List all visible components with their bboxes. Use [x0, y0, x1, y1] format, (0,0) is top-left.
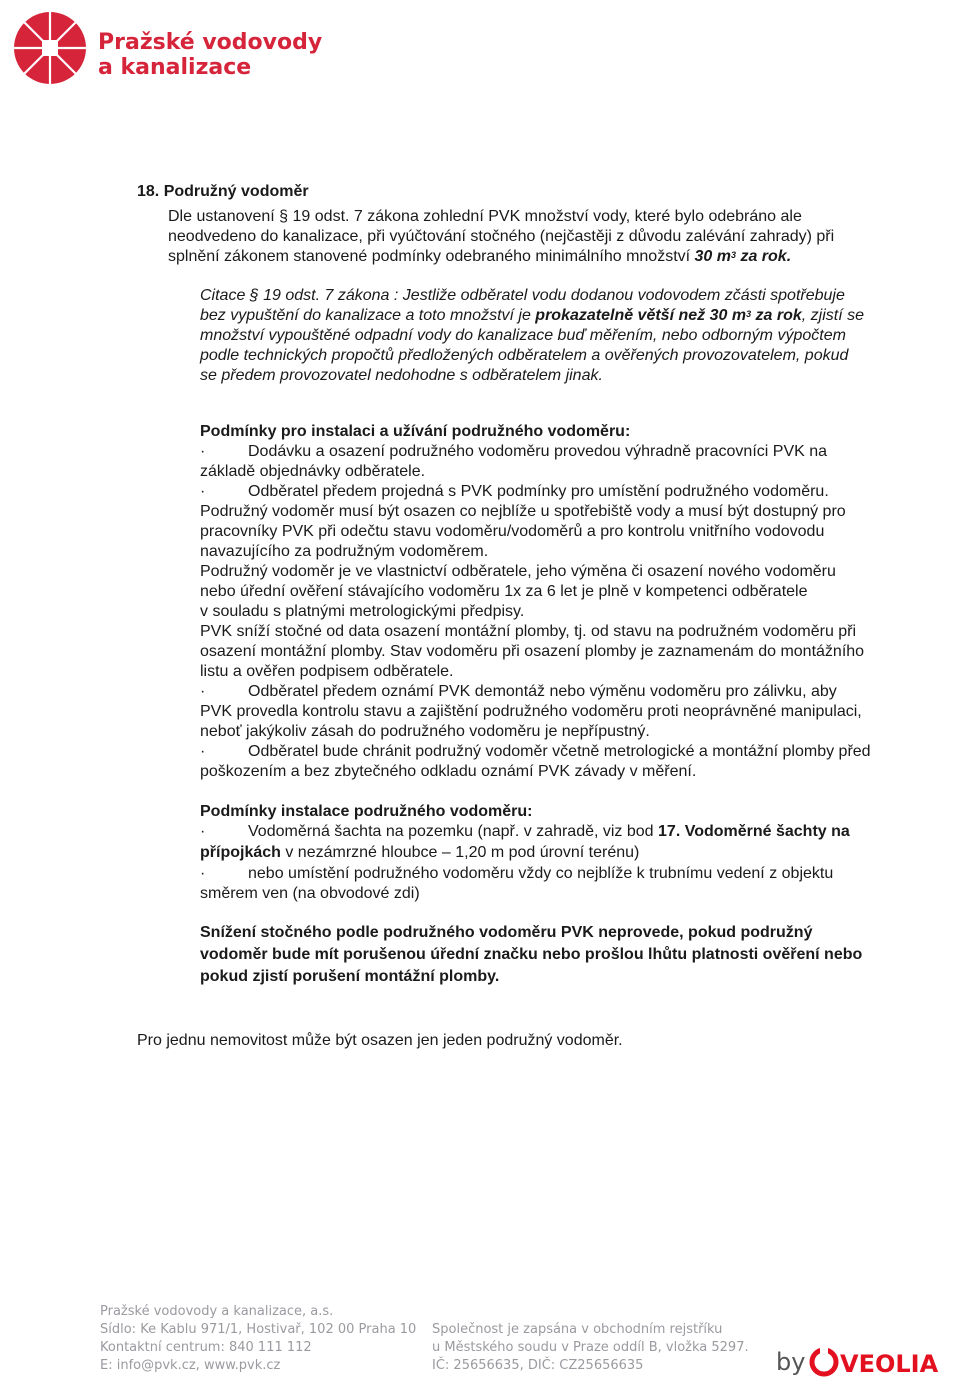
bullet-text: Odběratel předem oznámí PVK demontáž nebo výměnu vodoměru pro zálivku, aby — [248, 683, 837, 700]
bullet-item — [200, 864, 850, 884]
veolia-logo-icon — [776, 1342, 956, 1378]
footer-registration — [432, 1321, 749, 1375]
paragraph-line: nebo úřední ověření stávajícího vodoměru 1x za 6 let je plně v kompetenci odběratele — [200, 583, 808, 600]
bullet-item — [200, 442, 871, 462]
warning-line: pokud zjistí porušení montážní plomby. — [200, 968, 500, 985]
bullet-continuation: PVK provedla kontrolu stavu a zajištění podružného vodoměru proti neoprávněné manipulaci, — [200, 703, 862, 720]
bullet-marker: · — [200, 683, 206, 700]
install-heading: Podmínky instalace podružného vodoměru: — [200, 803, 533, 820]
citation-text: bez vypuštění do kanalizace a toto množství je — [200, 307, 536, 324]
paragraph-line: osazení montážní plomby. Stav vodoměru při osazení plomby je zaznamenám do montážního — [200, 643, 865, 660]
footer-address — [100, 1303, 416, 1375]
logo-wordmark — [98, 30, 322, 80]
citation-line: podle technických propočtů předložených odběratelem a ověřených provozovatelem, pokud — [200, 347, 849, 364]
paragraph-line: Podružný vodoměr musí být osazen co nejblíže u spotřebiště vody a musí být dostupný pro — [200, 503, 846, 520]
logo-line-2: a kanalizace — [98, 55, 252, 80]
footer-company: Pražské vodovody a kanalizace, a.s. — [100, 1304, 334, 1319]
bullet-text: v nezámrzné hloubce – 1,20 m pod úrovní terénu) — [280, 844, 640, 861]
bullet-text: Odběratel předem projedná s PVK podmínky pro umístění podružného vodoměru. — [248, 483, 829, 500]
bullet-text: Odběratel bude chránit podružný vodoměr včetně metrologické a montážní plomby před — [248, 743, 871, 760]
intro-sup: 3 — [731, 250, 737, 260]
bullet-item — [200, 482, 871, 502]
citation-line: se předem provozovatel nedohodne s odběratelem jinak. — [200, 367, 603, 384]
intro-line: Dle ustanovení § 19 odst. 7 zákona zohlední PVK množství vody, které bylo odebráno ale — [168, 208, 802, 225]
bullet-marker: · — [200, 483, 206, 500]
bullet-continuation: základě objednávky odběratele. — [200, 463, 426, 480]
conditions-heading: Podmínky pro instalaci a užívání podružného vodoměru: — [200, 423, 631, 440]
bullet-bold: přípojkách — [200, 844, 281, 861]
bullet-text: Dodávku a osazení podružného vodoměru provedou výhradně pracovníci PVK na — [248, 443, 828, 460]
intro-line-text: splnění zákonem stanovené podmínky odebraného minimálního množství — [168, 248, 691, 265]
install-block — [200, 802, 850, 904]
paragraph-line: PVK sníží stočné od data osazení montážní plomby, tj. od stavu na podružném vodoměru při — [200, 623, 857, 640]
bullet-continuation: směrem ven (na obvodové zdi) — [200, 885, 420, 902]
paragraph-line: v souladu s platnými metrologickými předpisy. — [200, 603, 525, 620]
warning-line: vodoměr bude mít porušenou úřední značku nebo prošlou lhůtu platnosti ověření nebo — [200, 946, 863, 963]
citation-text: Jestliže odběratel vodu dodanou vodovodem zčásti spotřebuje — [402, 287, 845, 304]
footer-phone: Kontaktní centrum: 840 111 112 — [100, 1340, 312, 1355]
citation-text: , zjistí se — [801, 307, 864, 324]
citation-line — [200, 306, 864, 326]
bullet-link-bold: 17. Vodoměrné šachty na — [658, 823, 850, 840]
intro-amount: 30 m — [694, 248, 731, 265]
bullet-item — [200, 682, 871, 702]
citation-emphasis: prokazatelně větší než 30 m — [535, 307, 747, 324]
bullet-marker: · — [200, 865, 206, 882]
paragraph-line: pracovníky PVK při odečtu stavu vodoměru/vodoměrů a pro kontrolu vnitřního vodovodu — [200, 523, 825, 540]
pvk-cross-logo-icon — [12, 10, 88, 86]
footer-reg-line: IČ: 25656635, DIČ: CZ25656635 — [432, 1358, 644, 1373]
warning-paragraph — [200, 922, 862, 988]
paragraph-line: navazujícího za podružným vodoměrem. — [200, 543, 489, 560]
final-note: Pro jednu nemovitost může být osazen jen jeden podružný vodoměr. — [137, 1032, 623, 1049]
bullet-text: nebo umístění podružného vodoměru vždy co nejblíže k trubnímu vedení z objektu — [248, 865, 834, 882]
footer-reg-line: Společnost je zapsána v obchodním rejstříku — [432, 1322, 723, 1337]
bullet-marker: · — [200, 823, 206, 840]
footer-reg-line: u Městského soudu v Praze oddíl B, vložka 5297. — [432, 1340, 749, 1355]
bullet-continuation: poškozením a bez zbytečného odkladu oznámí PVK závady v měření. — [200, 763, 697, 780]
citation-lead: Citace § 19 odst. 7 zákona : — [200, 287, 403, 304]
warning-line: Snížení stočného podle podružného vodoměru PVK neprovede, pokud podružný — [200, 924, 813, 941]
conditions-block — [200, 422, 871, 782]
bullet-text: Vodoměrná šachta na pozemku (např. v zahradě, viz bod — [248, 823, 659, 840]
citation-line: množství vypouštěné odpadní vody do kanalizace buď měřením, nebo odborným výpočtem — [200, 327, 846, 344]
intro-line: neodvedeno do kanalizace, při vyúčtování stočného (nejčastěji z důvodu zalévání zahrady) při — [168, 228, 835, 245]
footer-seat: Sídlo: Ke Kablu 971/1, Hostivař, 102 00 Praha 10 — [100, 1322, 417, 1337]
paragraph-line: listu a ověřen podpisem odběratele. — [200, 663, 454, 680]
bullet-continuation: neboť jakýkoliv zásah do podružného vodoměru je nepřípustný. — [200, 723, 650, 740]
bullet-marker: · — [200, 443, 206, 460]
citation-emphasis: za rok — [751, 307, 802, 324]
bullet-marker: · — [200, 743, 206, 760]
intro-line — [168, 247, 834, 267]
section-title: 18. Podružný vodoměr — [137, 183, 309, 200]
citation-line — [200, 286, 864, 306]
veolia-wordmark: VEOLIA — [840, 1350, 939, 1378]
footer-email: E: info@pvk.cz, www.pvk.cz — [100, 1358, 281, 1373]
bullet-continuation — [200, 843, 850, 864]
veolia-by-text: by — [776, 1348, 806, 1376]
intro-paragraph — [168, 207, 834, 267]
intro-tail: za rok. — [736, 248, 792, 265]
company-logo — [12, 10, 323, 86]
citation-sup: 3 — [746, 309, 752, 319]
paragraph-line: Podružný vodoměr je ve vlastnictví odběratele, jeho výměna či osazení nového vodoměru — [200, 563, 836, 580]
citation-block — [200, 286, 864, 386]
bullet-item — [200, 822, 850, 843]
logo-line-1: Pražské vodovody — [98, 30, 323, 55]
bullet-item — [200, 742, 871, 762]
